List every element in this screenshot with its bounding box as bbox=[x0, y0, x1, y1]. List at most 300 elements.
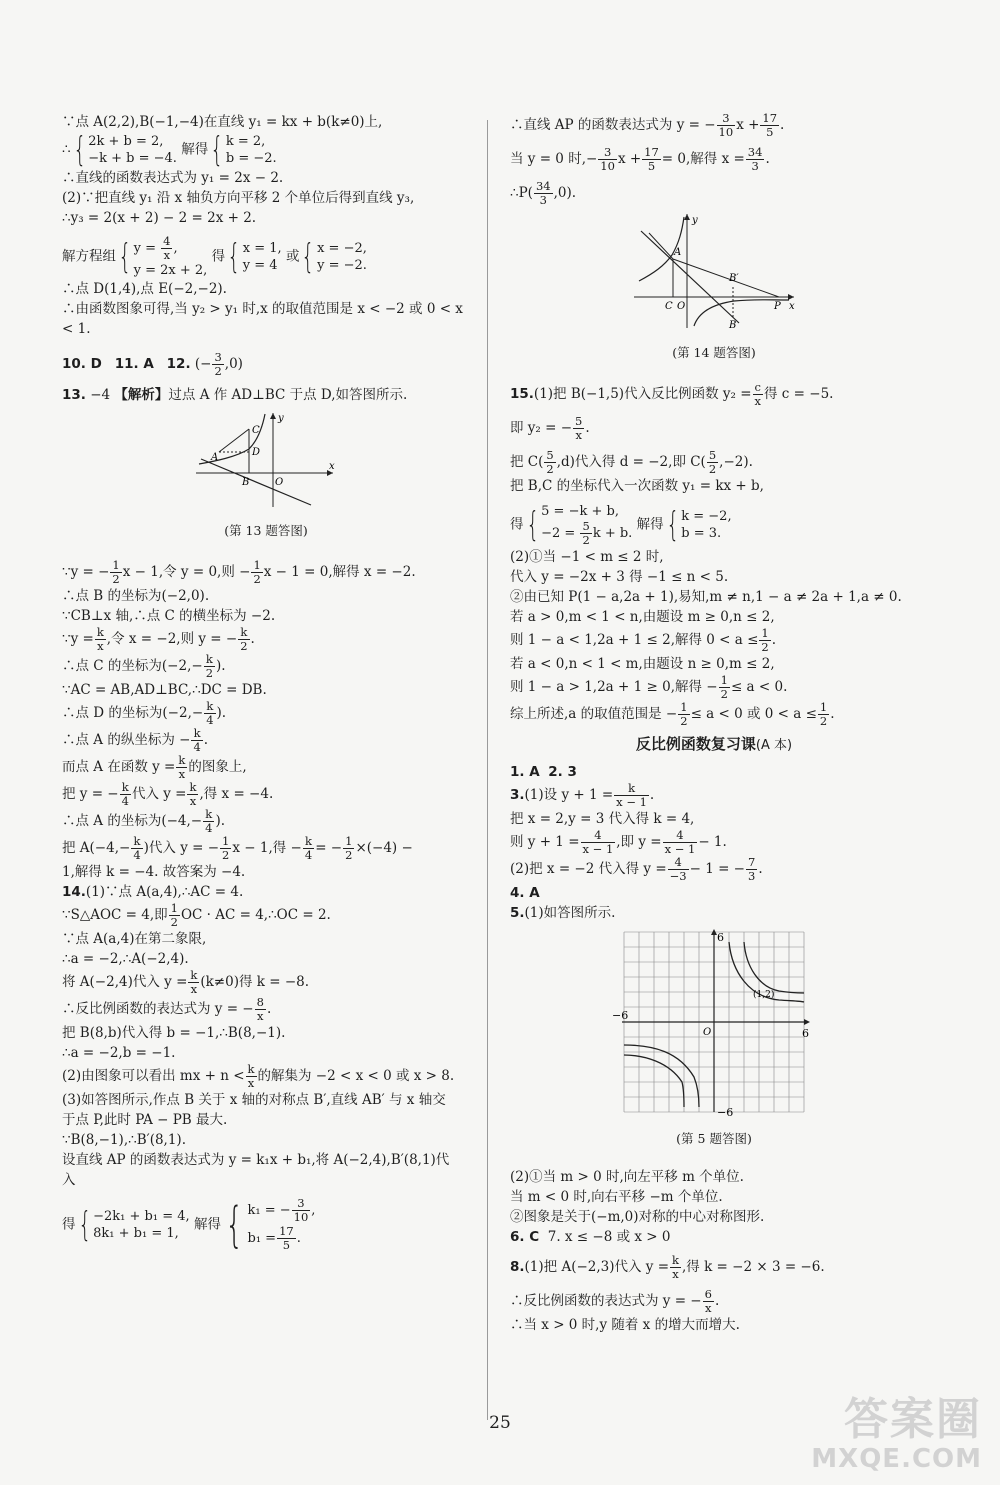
denominator: 10 bbox=[293, 1210, 309, 1224]
text-line: ∴a = −2,∴A(−2,4). bbox=[62, 951, 189, 967]
denominator: x bbox=[705, 1301, 712, 1315]
text-line bbox=[510, 903, 918, 923]
text: ,−2). bbox=[719, 454, 753, 470]
brace: { bbox=[225, 1197, 244, 1253]
denominator: x bbox=[754, 394, 762, 408]
text: . bbox=[296, 1231, 301, 1246]
fraction bbox=[753, 381, 764, 408]
text: 即 y₂ = − bbox=[510, 420, 573, 436]
text: 则 y + 1 = bbox=[510, 834, 580, 850]
label-a: A bbox=[674, 247, 682, 258]
fraction bbox=[760, 112, 779, 139]
text-line: ∵AC = AB,AD⊥BC,∴DC = DB. bbox=[62, 682, 267, 698]
watermark-url: MXQE.COM bbox=[811, 1444, 982, 1474]
left-column bbox=[62, 112, 470, 1253]
text-line bbox=[510, 146, 918, 173]
equation-system bbox=[62, 1197, 470, 1253]
fraction bbox=[251, 559, 262, 586]
text: 或 bbox=[285, 248, 300, 265]
y-axis-arrow bbox=[270, 413, 276, 419]
system-solution bbox=[243, 240, 282, 274]
right-column bbox=[510, 112, 918, 1335]
text: ,得 x = −4. bbox=[199, 786, 274, 802]
numerator: 5 bbox=[582, 519, 590, 533]
text-line: 于点 P,此时 PA − PB 最大. bbox=[62, 1112, 228, 1128]
numerator: 1 bbox=[761, 626, 769, 640]
numerator: 17 bbox=[279, 1224, 294, 1238]
text-line: 入 bbox=[62, 1172, 76, 1188]
text: (− bbox=[194, 356, 212, 372]
watermark-text: 答案圈 bbox=[844, 1394, 982, 1445]
fraction bbox=[759, 627, 770, 654]
text: ∴点 D 的坐标为(−2,− bbox=[62, 705, 204, 721]
text: k + b. bbox=[592, 526, 633, 541]
denominator: 2 bbox=[112, 572, 120, 586]
denominator: x bbox=[257, 1009, 264, 1023]
therefore-sign: ∴ bbox=[62, 141, 71, 158]
text-line bbox=[510, 1254, 918, 1281]
numerator: 4 bbox=[581, 829, 616, 843]
text-line: ∴直线的函数表达式为 y₁ = 2x − 2. bbox=[62, 170, 284, 186]
fraction bbox=[95, 626, 106, 653]
text: ∴反比例函数的表达式为 y = − bbox=[510, 1293, 702, 1309]
denominator: 2 bbox=[214, 364, 222, 378]
system-solution bbox=[317, 240, 367, 274]
denominator: 2 bbox=[546, 462, 554, 476]
answer: 4. A bbox=[510, 885, 540, 901]
numerator: k bbox=[190, 968, 198, 982]
brace: { bbox=[665, 505, 679, 545]
label-x-right: 6 bbox=[802, 1027, 809, 1040]
text: 代入 y = bbox=[131, 786, 187, 802]
text-line bbox=[62, 754, 470, 781]
numerator: 17 bbox=[762, 111, 778, 125]
text-line bbox=[510, 782, 918, 809]
text-line: (2)①当 m > 0 时,向左平移 m 个单位. bbox=[510, 1169, 744, 1185]
label-o: O bbox=[275, 477, 284, 488]
analysis-tag: 【解析】 bbox=[114, 387, 169, 403]
line-ap bbox=[673, 259, 779, 297]
text: 综上所述,a 的取值范围是 − bbox=[510, 706, 678, 722]
numerator: 1 bbox=[720, 673, 728, 687]
numerator: 3 bbox=[598, 146, 617, 160]
fraction bbox=[670, 1254, 681, 1281]
answers-line bbox=[510, 1227, 918, 1247]
figure-5-grid bbox=[614, 927, 814, 1117]
equation: −2k₁ + b₁ = 4, bbox=[93, 1209, 190, 1224]
equation: b = 3. bbox=[681, 526, 722, 541]
numerator: k bbox=[189, 780, 197, 794]
fraction bbox=[703, 1288, 714, 1315]
text: . bbox=[266, 1001, 272, 1017]
text: −2 = bbox=[541, 526, 576, 541]
numerator: 5 bbox=[575, 414, 583, 428]
text-line: ∴点 B 的坐标为(−2,0). bbox=[62, 588, 210, 604]
text-line: 把 B(8,b)代入得 b = −1,∴B(8,−1). bbox=[62, 1025, 286, 1041]
denominator: 4 bbox=[193, 740, 201, 754]
text-line: 代入 y = −2x + 3 得 −1 ≤ n < 5. bbox=[510, 569, 729, 585]
system-equations bbox=[134, 235, 208, 279]
fraction bbox=[204, 653, 215, 680]
equation-system bbox=[62, 132, 470, 168]
figure-14 bbox=[629, 211, 799, 331]
text-line: ∴当 x > 0 时,y 随着 x 的增大而增大. bbox=[510, 1317, 740, 1333]
text: 则 1 − a > 1,2a + 1 ≥ 0,解得 − bbox=[510, 679, 718, 695]
fraction bbox=[187, 781, 198, 808]
text: − 1. bbox=[698, 834, 727, 850]
equation: y = −2. bbox=[317, 258, 367, 273]
text: 的解集为 −2 < x < 0 或 x > 8. bbox=[257, 1068, 455, 1084]
text: 解方程组 bbox=[62, 248, 116, 265]
text: (1)如答图所示. bbox=[524, 905, 616, 921]
text: ,0) bbox=[224, 356, 243, 372]
numerator: k bbox=[238, 626, 249, 640]
fraction bbox=[169, 902, 180, 929]
fraction bbox=[220, 835, 231, 862]
text-line bbox=[62, 727, 470, 754]
text: , bbox=[173, 241, 178, 256]
brace: { bbox=[118, 237, 132, 277]
text: ). bbox=[216, 705, 227, 721]
denominator: 2 bbox=[205, 666, 214, 680]
text: ,即 y = bbox=[616, 834, 662, 850]
answers-line bbox=[510, 883, 918, 903]
text: 得 bbox=[510, 516, 524, 533]
text: 得 bbox=[211, 248, 226, 265]
fraction bbox=[238, 626, 249, 653]
denominator: 4 bbox=[205, 821, 213, 835]
label-x: x bbox=[329, 461, 335, 472]
text: . bbox=[765, 151, 770, 167]
text-line bbox=[510, 112, 918, 139]
section-title bbox=[510, 732, 918, 758]
label-x-left: −6 bbox=[612, 1009, 629, 1022]
fraction bbox=[598, 146, 617, 173]
answer: 6. C bbox=[510, 1229, 540, 1245]
figure-13 bbox=[191, 409, 341, 509]
text-line bbox=[510, 180, 918, 207]
question-number: 3. bbox=[510, 787, 525, 803]
text-line bbox=[62, 835, 470, 862]
text: 把 y = − bbox=[62, 786, 119, 802]
text: − 1 = − bbox=[689, 861, 745, 877]
fraction bbox=[303, 835, 314, 862]
answer: −4 bbox=[90, 387, 111, 403]
text-line bbox=[510, 381, 918, 408]
numerator: k bbox=[191, 727, 202, 741]
fraction bbox=[343, 835, 354, 862]
text-line: 把 B,C 的坐标代入一次函数 y₁ = kx + b, bbox=[510, 478, 764, 494]
text: . bbox=[585, 420, 590, 436]
text: ∴直线 AP 的函数表达式为 y = − bbox=[510, 117, 716, 133]
text: = − bbox=[315, 840, 343, 856]
brace: { bbox=[227, 237, 241, 277]
text-line bbox=[510, 627, 918, 654]
text-line bbox=[510, 701, 918, 728]
denominator: x bbox=[97, 639, 104, 653]
line-ext bbox=[649, 233, 673, 259]
denominator: 2 bbox=[680, 714, 688, 728]
text: 得 bbox=[62, 1216, 76, 1233]
text-line bbox=[510, 449, 918, 476]
fraction bbox=[818, 701, 829, 728]
denominator: x bbox=[178, 767, 186, 781]
fraction bbox=[212, 351, 223, 378]
label-p: P bbox=[774, 301, 781, 312]
numerator: 1 bbox=[253, 558, 261, 572]
equation: y = 2x + 2, bbox=[133, 263, 208, 278]
denominator: 2 bbox=[240, 639, 248, 653]
denominator: x bbox=[190, 982, 198, 996]
denominator: 10 bbox=[600, 159, 615, 173]
y-axis-arrow bbox=[684, 214, 690, 220]
text: . bbox=[250, 631, 255, 647]
equation: x = 1, bbox=[242, 241, 282, 256]
denominator: 2 bbox=[819, 714, 828, 728]
fraction bbox=[707, 449, 718, 476]
numerator: 4 bbox=[163, 234, 171, 248]
fraction bbox=[642, 146, 661, 173]
text: ∵y = − bbox=[62, 564, 110, 580]
fraction bbox=[746, 146, 765, 173]
figure-caption: (第 13 题答图) bbox=[224, 522, 308, 538]
text: k₁ = − bbox=[247, 1203, 291, 1218]
text-line: 当 m < 0 时,向右平移 −m 个单位. bbox=[510, 1189, 723, 1205]
denominator: 5 bbox=[647, 159, 656, 173]
numerator: 4 bbox=[663, 829, 698, 843]
system-solution bbox=[248, 1197, 316, 1253]
section-title-text: 反比例函数复习课 bbox=[635, 735, 756, 753]
segment-ac bbox=[219, 429, 249, 452]
text-line bbox=[62, 385, 470, 405]
label-c: C bbox=[665, 301, 673, 312]
label-o: O bbox=[703, 1027, 712, 1038]
fraction bbox=[719, 674, 730, 701]
text-line bbox=[510, 674, 918, 701]
denominator: x bbox=[575, 428, 582, 442]
fraction bbox=[188, 969, 199, 996]
text: ≤ a < 0. bbox=[730, 679, 788, 695]
text: ). bbox=[216, 658, 226, 674]
text: x + bbox=[736, 117, 760, 133]
denominator: 10 bbox=[718, 125, 734, 139]
numerator: k bbox=[204, 653, 215, 667]
label-b-prime: B′ bbox=[729, 273, 739, 284]
fraction bbox=[203, 808, 214, 835]
fraction bbox=[191, 727, 202, 754]
numerator: k bbox=[672, 1253, 679, 1267]
denominator: x − 1 bbox=[664, 842, 696, 856]
text-line: < 1. bbox=[62, 321, 91, 337]
fraction bbox=[581, 829, 616, 856]
fraction bbox=[246, 1063, 257, 1090]
question-number: 13. bbox=[62, 387, 86, 403]
text: , bbox=[311, 1203, 316, 1218]
denominator: 4 bbox=[206, 713, 214, 727]
text-line: 若 a < 0,n < 1 < m,由题设 n ≥ 0,m ≤ 2, bbox=[510, 656, 775, 672]
numerator: c bbox=[753, 381, 764, 395]
text: ,得 k = −2 × 3 = −6. bbox=[682, 1259, 825, 1275]
text: 把 C( bbox=[510, 454, 544, 470]
text: ∴P( bbox=[510, 185, 533, 201]
text-line bbox=[62, 626, 470, 653]
fraction bbox=[580, 520, 591, 547]
answer: 10. D bbox=[62, 356, 102, 372]
text-line bbox=[62, 559, 470, 586]
answer: 7. x ≤ −8 或 x > 0 bbox=[547, 1229, 671, 1245]
curve-q3-outer bbox=[624, 1045, 699, 1107]
denominator: x − 1 bbox=[582, 842, 614, 856]
answers-line bbox=[62, 351, 470, 378]
fraction bbox=[204, 700, 215, 727]
brace: { bbox=[77, 1205, 91, 1245]
denominator: 2 bbox=[761, 640, 769, 654]
text-line: ∵点 A(2,2),B(−1,−4)在直线 y₁ = kx + b(k≠0)上, bbox=[62, 114, 383, 130]
text: ∵S△AOC = 4,即 bbox=[62, 907, 168, 923]
text: 得 c = −5. bbox=[764, 386, 834, 402]
text: (1)把 B(−1,5)代入反比例函数 y₂ = bbox=[533, 386, 752, 402]
numerator: 3 bbox=[214, 350, 222, 364]
denominator: 3 bbox=[748, 869, 756, 883]
text: (1)设 y + 1 = bbox=[524, 787, 614, 803]
label-b: B bbox=[242, 477, 250, 488]
figure-caption: (第 14 题答图) bbox=[672, 344, 756, 360]
denominator: 2 bbox=[222, 848, 230, 862]
fraction bbox=[668, 856, 689, 883]
denominator: x bbox=[672, 1267, 679, 1281]
text: x + bbox=[617, 151, 642, 167]
text: 而点 A 在函数 y = bbox=[62, 759, 176, 775]
text: = 0,解得 x = bbox=[661, 151, 745, 167]
numerator: k bbox=[247, 1062, 255, 1076]
numerator: k bbox=[203, 808, 214, 822]
denominator: x bbox=[189, 794, 197, 808]
line-ab bbox=[201, 459, 311, 505]
system-solution bbox=[226, 133, 277, 167]
text: 把 A(−4,− bbox=[62, 840, 131, 856]
denominator: 5 bbox=[766, 125, 774, 139]
text: 解得 bbox=[193, 1216, 221, 1233]
denominator: 4 bbox=[133, 848, 141, 862]
denominator: 2 bbox=[708, 462, 717, 476]
text: ×(−4) − bbox=[355, 840, 413, 856]
numerator: k bbox=[178, 753, 186, 767]
text-line: ∵B(8,−1),∴B′(8,1). bbox=[62, 1132, 186, 1148]
question-number: 14. bbox=[62, 884, 86, 900]
brace: { bbox=[301, 237, 315, 277]
text: (1)∵点 A(a,4),∴AC = 4. bbox=[85, 884, 244, 900]
text-line: (2)∵把直线 y₁ 沿 x 轴负方向平移 2 个单位后得到直线 y₃, bbox=[62, 190, 415, 206]
denominator: 5 bbox=[282, 1238, 291, 1252]
text-line bbox=[62, 969, 470, 996]
column-divider bbox=[487, 120, 488, 1420]
text-line: (3)如答图所示,作点 B 关于 x 轴的对称点 B′,直线 AB′ 与 x 轴交 bbox=[62, 1092, 446, 1108]
text: . bbox=[203, 732, 209, 748]
numerator: k bbox=[131, 835, 142, 849]
text: ,令 x = −2,则 y = − bbox=[106, 631, 238, 647]
denominator: x bbox=[163, 248, 171, 262]
text-line bbox=[510, 415, 918, 442]
text-line: 若 a > 0,m < 1 < n,由题设 m ≥ 0,n ≤ 2, bbox=[510, 609, 775, 625]
text: . bbox=[780, 117, 785, 133]
numerator: 7 bbox=[748, 855, 756, 869]
fraction bbox=[176, 754, 187, 781]
text: ). bbox=[215, 813, 225, 829]
text-line bbox=[62, 653, 470, 680]
equation: 8k₁ + b₁ = 1, bbox=[93, 1226, 179, 1241]
text-line: 把 x = 2,y = 3 代入得 k = 4, bbox=[510, 811, 695, 827]
text-line bbox=[62, 1063, 470, 1090]
section-subtitle: (A 本) bbox=[755, 738, 793, 753]
text-line bbox=[62, 996, 470, 1023]
text: (2)由图象可以看出 mx + n < bbox=[62, 1068, 245, 1084]
fraction bbox=[573, 415, 584, 442]
text-line: ∵点 A(a,4)在第二象限, bbox=[62, 931, 207, 947]
text: . bbox=[714, 1293, 720, 1309]
question-number: 8. bbox=[510, 1259, 525, 1275]
system-solution bbox=[681, 508, 731, 542]
answers-line bbox=[510, 762, 918, 782]
text: . bbox=[758, 861, 763, 877]
text-line: ∴点 D(1,4),点 E(−2,−2). bbox=[62, 281, 227, 297]
text: ∴点 A 的纵坐标为 − bbox=[62, 732, 191, 748]
text: (2)把 x = −2 代入得 y = bbox=[510, 861, 667, 877]
text-line: ∴a = −2,b = −1. bbox=[62, 1045, 176, 1061]
question-number: 5. bbox=[510, 905, 525, 921]
text: ∴点 A 的坐标为(−4,− bbox=[62, 813, 203, 829]
text: ∴反比例函数的表达式为 y = − bbox=[62, 1001, 254, 1017]
fraction bbox=[131, 835, 142, 862]
label-y: y bbox=[278, 413, 284, 424]
numerator: 1 bbox=[680, 700, 688, 714]
numerator: 1 bbox=[819, 700, 828, 714]
text-line bbox=[62, 902, 470, 929]
question-number: 12. bbox=[166, 356, 191, 372]
label-b: B bbox=[729, 320, 737, 331]
fraction bbox=[614, 782, 649, 809]
text: . bbox=[830, 706, 835, 722]
text: 将 A(−2,4)代入 y = bbox=[62, 974, 188, 990]
answer: 11. A bbox=[114, 356, 154, 372]
text: ∴点 C 的坐标为(−2,− bbox=[62, 658, 203, 674]
fraction bbox=[277, 1225, 296, 1252]
equation-system bbox=[62, 235, 470, 279]
text-line: ∴y₃ = 2(x + 2) − 2 = 2x + 2. bbox=[62, 210, 257, 226]
watermark-logo bbox=[811, 1395, 982, 1473]
text: )代入 y = − bbox=[143, 840, 220, 856]
equation-system bbox=[510, 503, 918, 547]
text: (1)把 A(−2,3)代入 y = bbox=[524, 1259, 670, 1275]
denominator: 2 bbox=[253, 572, 261, 586]
page-number: 25 bbox=[489, 1413, 511, 1433]
denominator: 2 bbox=[345, 848, 353, 862]
text: x − 1 = 0,解得 x = −2. bbox=[263, 564, 416, 580]
equation: b = −2. bbox=[225, 151, 277, 166]
text-line: ②由已知 P(1 − a,2a + 1),易知,m ≠ n,1 − a ≠ 2a + 1,a ≠ 0. bbox=[510, 589, 902, 605]
numerator: 8 bbox=[256, 995, 264, 1009]
numerator: k bbox=[614, 782, 649, 796]
numerator: 34 bbox=[747, 145, 763, 159]
text: x − 1,得 − bbox=[232, 840, 302, 856]
denominator: x − 1 bbox=[616, 795, 647, 809]
denominator: 3 bbox=[751, 159, 759, 173]
numerator: 5 bbox=[708, 448, 717, 462]
fraction bbox=[120, 781, 131, 808]
text: 解得 bbox=[636, 516, 664, 533]
numerator: 4 bbox=[668, 856, 689, 870]
text-line bbox=[62, 781, 470, 808]
fraction bbox=[746, 856, 757, 883]
